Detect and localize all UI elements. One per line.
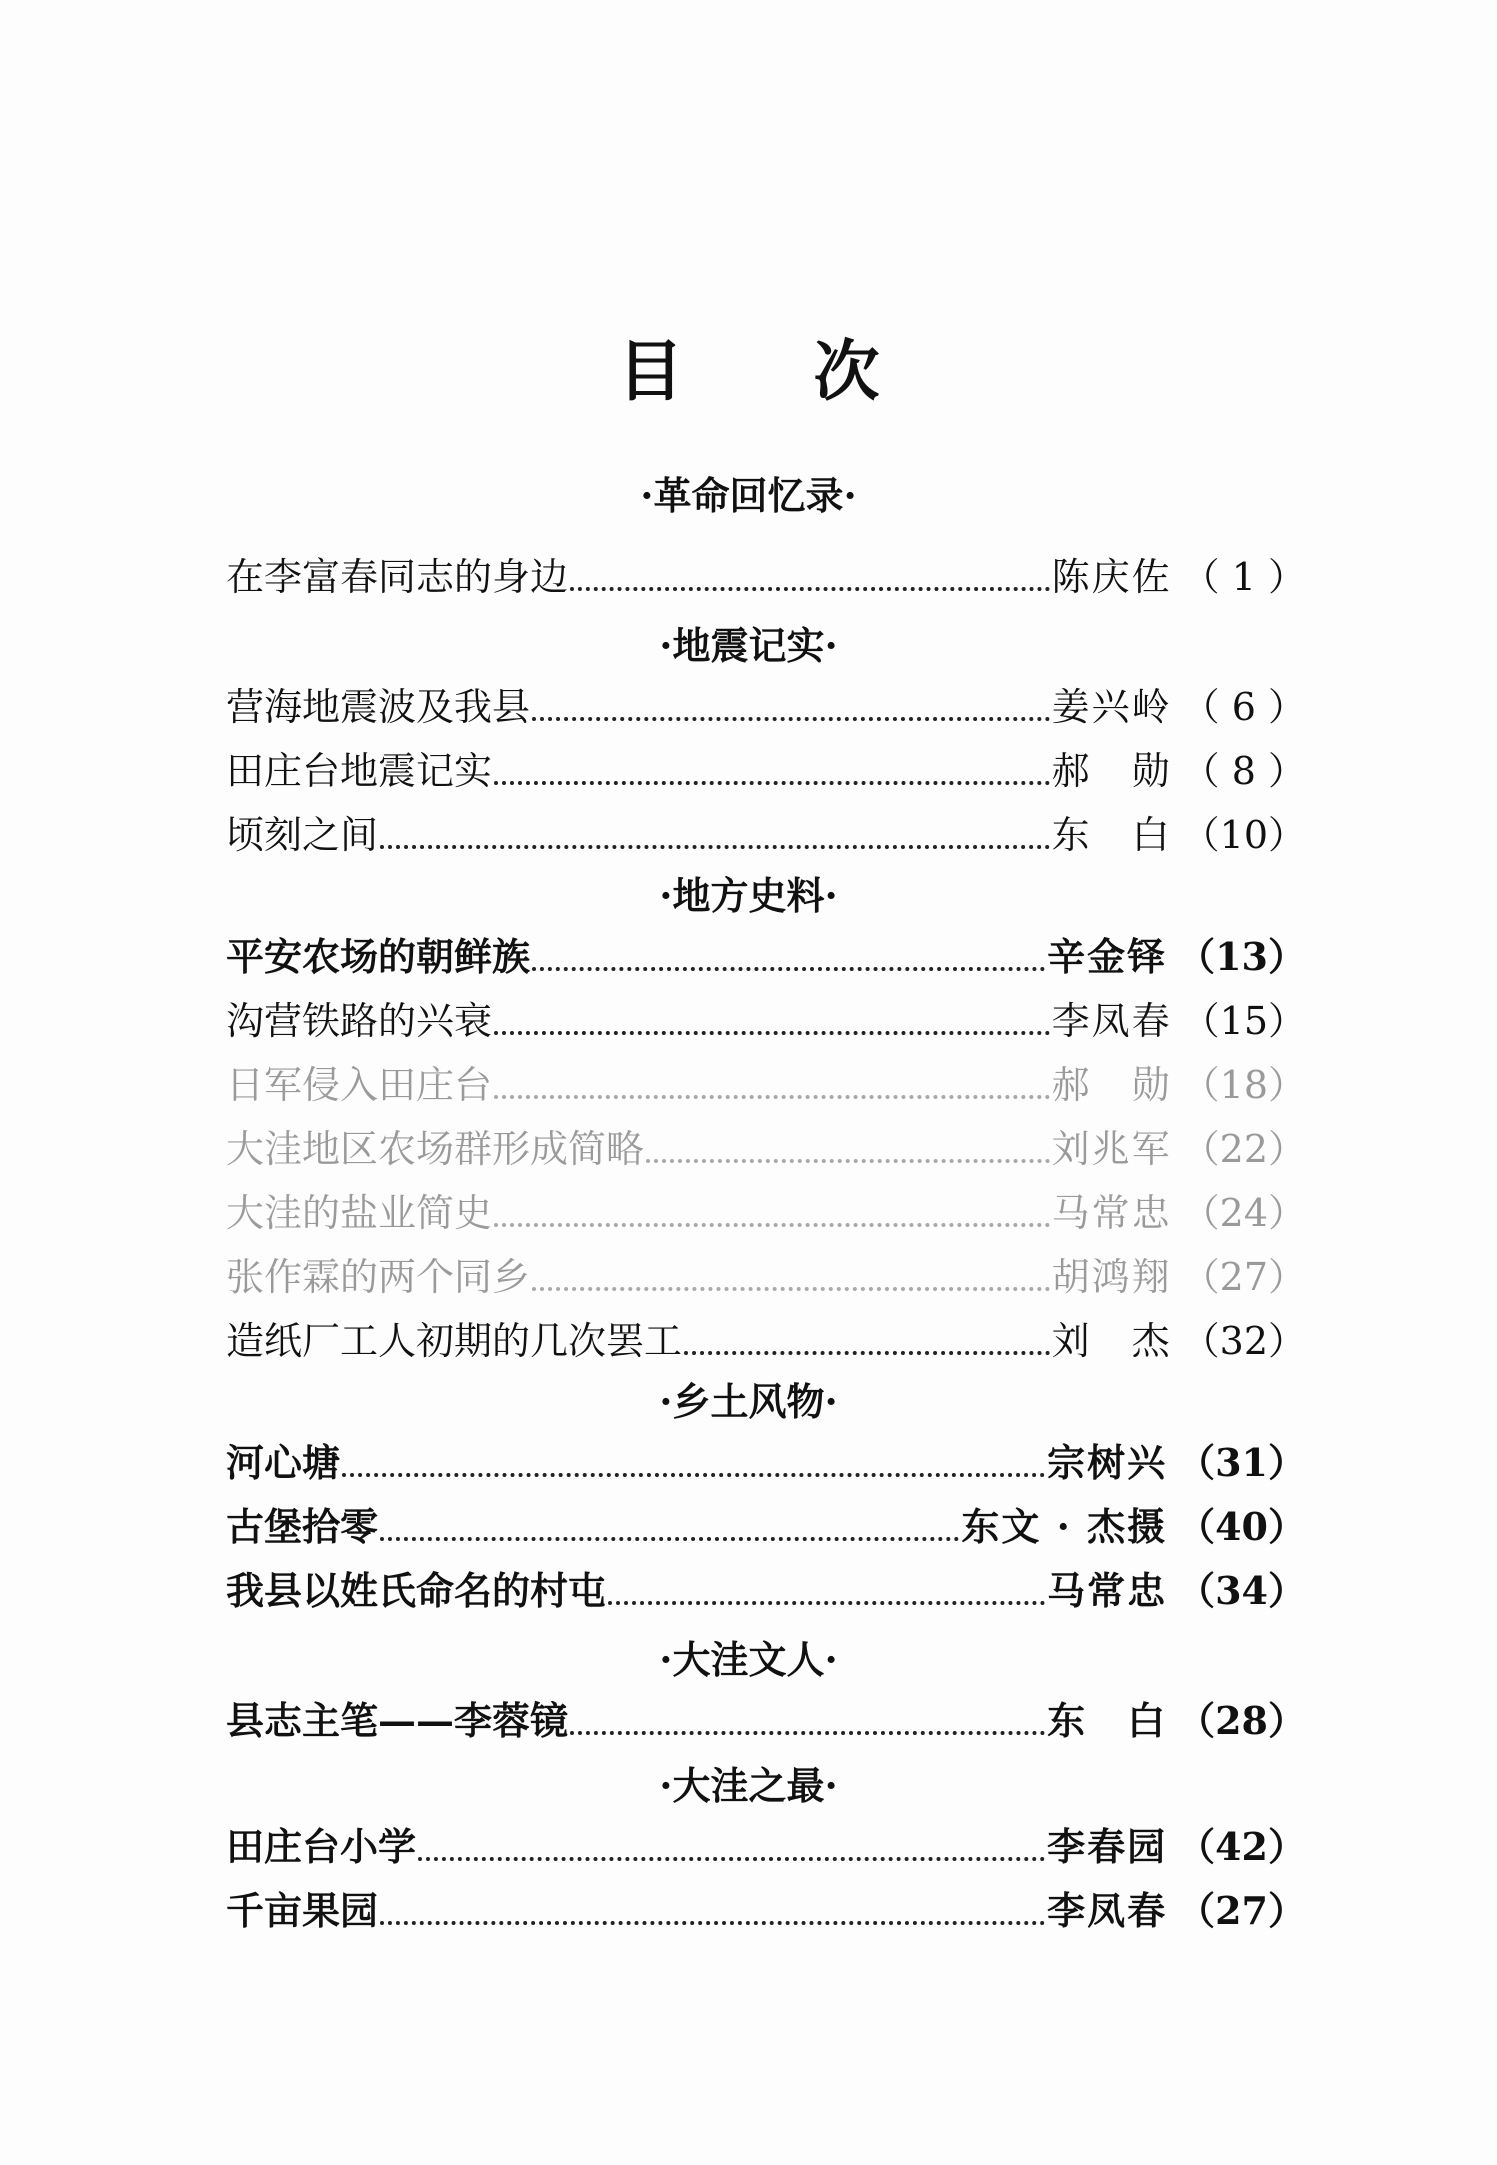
entry-author: 郝 勋 xyxy=(1051,749,1172,793)
title-char-2: 次 xyxy=(813,332,880,410)
entry-author: 东文 · 杰摄 xyxy=(961,1504,1168,1549)
entry-title: 营海地震波及我县 xyxy=(226,685,531,729)
entry-page: （13） xyxy=(1177,934,1306,979)
entry-page: （32） xyxy=(1181,1319,1306,1363)
entry-author: 东 白 xyxy=(1051,813,1172,857)
entry-page: （ 6 ） xyxy=(1181,685,1306,729)
dot-leader xyxy=(532,1287,1050,1291)
entry-page: （27） xyxy=(1177,1888,1306,1933)
entry-title: 田庄台地震记实 xyxy=(226,749,493,793)
entry-author: 姜兴岭 xyxy=(1051,685,1172,729)
entry-author: 李凤春 xyxy=(1051,999,1172,1043)
dot-leader xyxy=(608,1601,1045,1605)
toc-entry xyxy=(226,1500,1306,1554)
entry-title: 县志主笔——李蓉镜 xyxy=(226,1698,569,1743)
toc-entry xyxy=(226,680,1306,734)
entry-title: 在李富春同志的身边 xyxy=(226,555,569,599)
section-heading: ·地震记实· xyxy=(659,623,838,668)
dot-leader xyxy=(380,1921,1045,1925)
dot-leader xyxy=(570,1731,1045,1735)
entry-author: 刘兆军 xyxy=(1051,1127,1172,1171)
entry-page: （31） xyxy=(1177,1440,1306,1485)
entry-title: 沟营铁路的兴衰 xyxy=(226,999,493,1043)
entry-page: （10） xyxy=(1181,813,1306,857)
toc-entry xyxy=(226,930,1306,984)
entry-title: 河心塘 xyxy=(226,1440,341,1485)
entry-title: 古堡拾零 xyxy=(226,1504,379,1549)
toc-entry xyxy=(226,1122,1306,1176)
section-heading: ·大洼之最· xyxy=(659,1763,838,1808)
entry-title: 千亩果园 xyxy=(226,1888,379,1933)
toc-entry xyxy=(226,1820,1306,1874)
dot-leader xyxy=(646,1159,1050,1163)
dot-leader xyxy=(418,1857,1045,1861)
toc-entry xyxy=(226,808,1306,862)
entry-page: （34） xyxy=(1177,1568,1306,1613)
dot-leader xyxy=(570,587,1050,591)
entry-author: 刘 杰 xyxy=(1051,1319,1172,1363)
title-char-1: 目 xyxy=(617,332,684,410)
entry-page: （40） xyxy=(1177,1504,1306,1549)
entry-title: 平安农场的朝鲜族 xyxy=(226,934,531,979)
entry-title: 田庄台小学 xyxy=(226,1824,417,1869)
entry-page: （ 1 ） xyxy=(1181,555,1306,599)
entry-page: （22） xyxy=(1181,1127,1306,1171)
entry-title: 张作霖的两个同乡 xyxy=(226,1255,531,1299)
entry-title: 大洼的盐业简史 xyxy=(226,1191,493,1235)
entry-page: （ 8 ） xyxy=(1181,749,1306,793)
toc-entry xyxy=(226,1314,1306,1368)
entry-author: 李春园 xyxy=(1047,1824,1168,1869)
page-title xyxy=(0,318,1497,413)
section-heading: ·大洼文人· xyxy=(659,1637,838,1682)
dot-leader xyxy=(684,1351,1050,1355)
toc-entry xyxy=(226,1186,1306,1240)
entry-author: 马常忠 xyxy=(1047,1568,1168,1613)
entry-author: 陈庆佐 xyxy=(1051,555,1172,599)
toc-entry xyxy=(226,994,1306,1048)
toc-entry xyxy=(226,1250,1306,1304)
entry-page: （24） xyxy=(1181,1191,1306,1235)
entry-title: 大洼地区农场群形成简略 xyxy=(226,1127,645,1171)
dot-leader xyxy=(380,845,1050,849)
entry-title: 造纸厂工人初期的几次罢工 xyxy=(226,1319,683,1363)
entry-author: 胡鸿翔 xyxy=(1051,1255,1172,1299)
section-heading: ·革命回忆录· xyxy=(640,473,857,518)
dot-leader xyxy=(494,781,1050,785)
entry-author: 马常忠 xyxy=(1051,1191,1172,1235)
entry-page: （15） xyxy=(1181,999,1306,1043)
dot-leader xyxy=(342,1473,1045,1477)
entry-page: （28） xyxy=(1177,1698,1306,1743)
dot-leader xyxy=(494,1095,1050,1099)
entry-author: 李凤春 xyxy=(1047,1888,1168,1933)
section-heading: ·地方史料· xyxy=(659,873,838,918)
entry-author: 辛金铎 xyxy=(1047,934,1168,979)
toc-entry xyxy=(226,1884,1306,1938)
entry-page: （18） xyxy=(1181,1063,1306,1107)
dot-leader xyxy=(532,717,1050,721)
toc-entry xyxy=(226,744,1306,798)
toc-entry xyxy=(226,1564,1306,1618)
entry-author: 郝 勋 xyxy=(1051,1063,1172,1107)
entry-title: 我县以姓氏命名的村屯 xyxy=(226,1568,607,1613)
dot-leader xyxy=(532,967,1045,971)
entry-page: （42） xyxy=(1177,1824,1306,1869)
toc-entry xyxy=(226,1058,1306,1112)
entry-page: （27） xyxy=(1181,1255,1306,1299)
entry-author: 宗树兴 xyxy=(1047,1440,1168,1485)
entry-title: 日军侵入田庄台 xyxy=(226,1063,493,1107)
dot-leader xyxy=(494,1223,1050,1227)
toc-entry xyxy=(226,1694,1306,1748)
dot-leader xyxy=(380,1537,959,1541)
entry-author: 东 白 xyxy=(1047,1698,1168,1743)
toc-entry xyxy=(226,1436,1306,1490)
section-heading: ·乡土风物· xyxy=(659,1379,838,1424)
toc-entry xyxy=(226,550,1306,604)
entry-title: 顷刻之间 xyxy=(226,813,379,857)
dot-leader xyxy=(494,1031,1050,1035)
